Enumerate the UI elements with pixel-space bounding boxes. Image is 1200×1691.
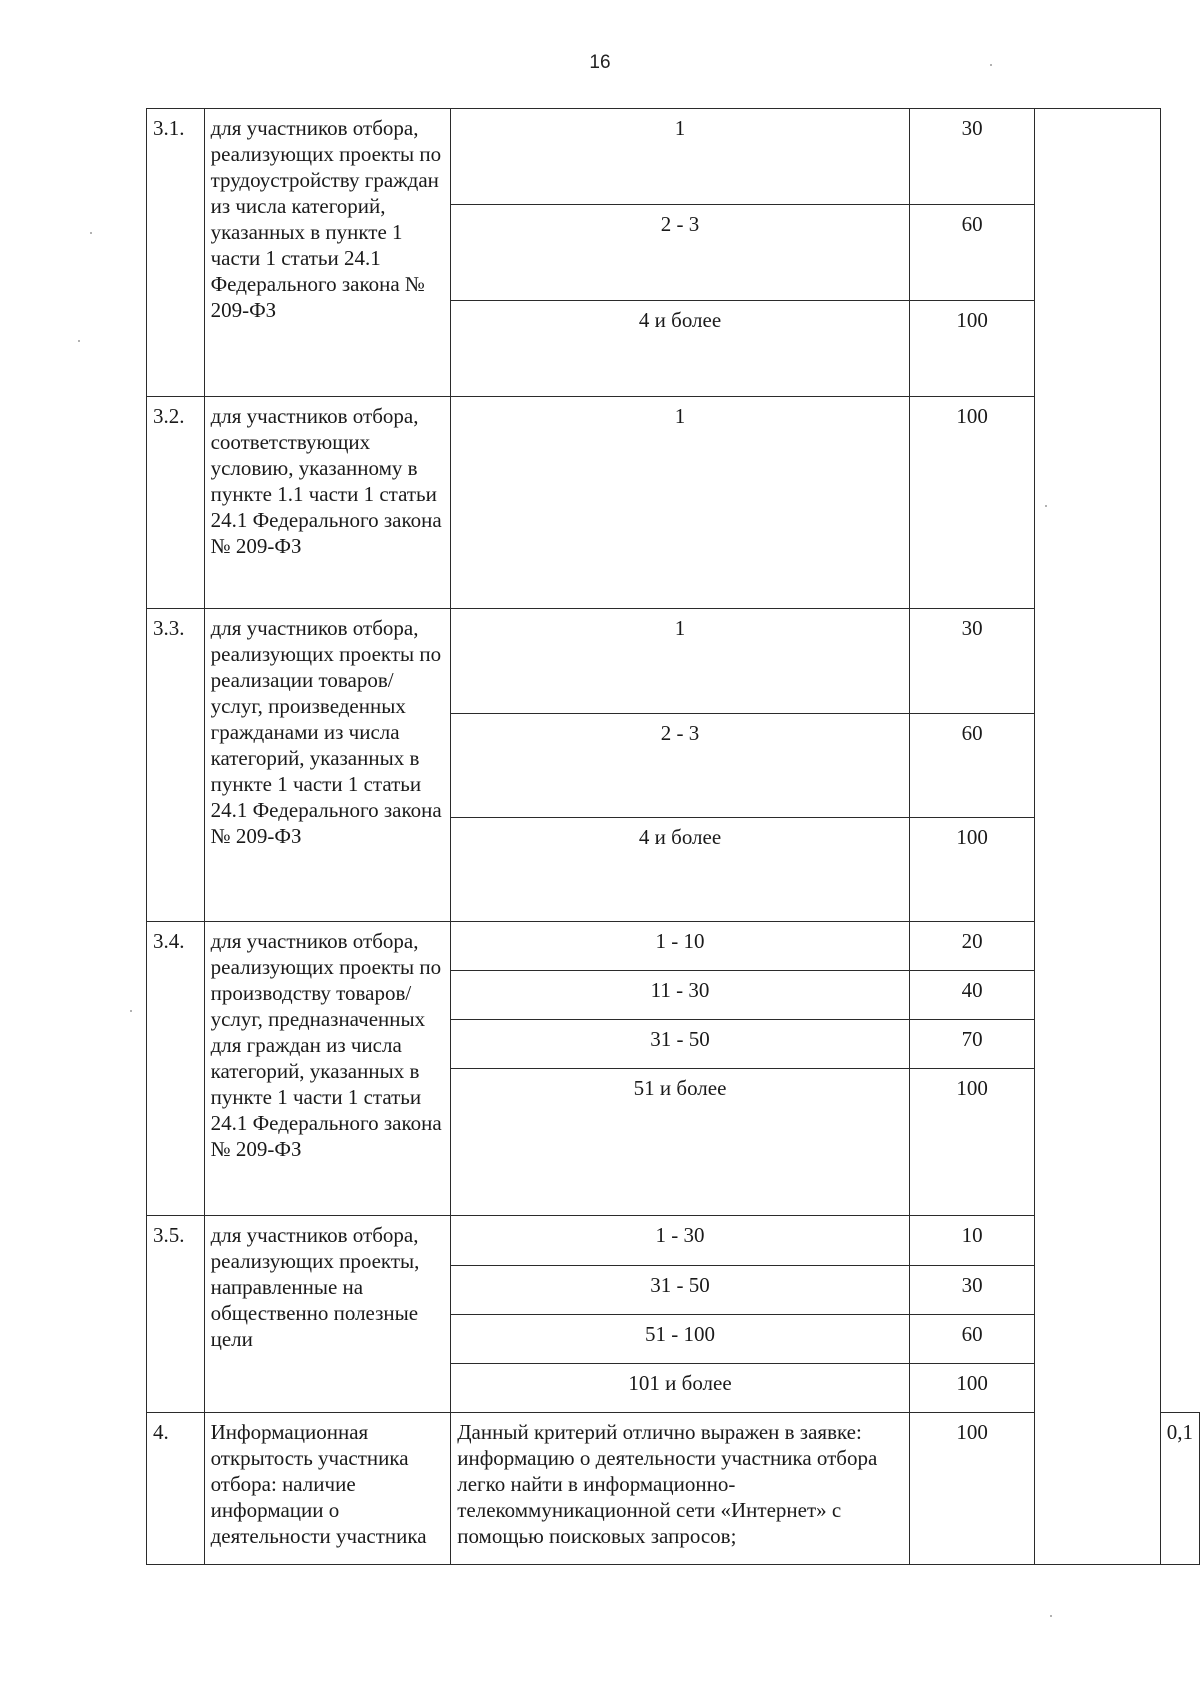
score-cell: 100: [909, 1069, 1034, 1216]
weight-cell-empty: [1035, 109, 1160, 1565]
range-cell: 2 - 3: [451, 714, 910, 818]
score-cell: 30: [909, 109, 1034, 205]
score-cell: 100: [909, 1413, 1034, 1565]
page-number: 16: [589, 52, 611, 73]
score-cell: 100: [909, 1364, 1034, 1413]
row-number: 3.5.: [147, 1216, 205, 1413]
score-cell: 40: [909, 971, 1034, 1020]
score-cell: 10: [909, 1216, 1034, 1266]
scan-speck: [990, 64, 992, 66]
range-cell: 1 - 10: [451, 922, 910, 971]
score-cell: 60: [909, 205, 1034, 301]
range-cell: 2 - 3: [451, 205, 910, 301]
criterion-description: для участников отбора, реализующих проекты по производству товаров/услуг, предназначенных для граждан из числа категорий, указанных в пункте 1 части 1 статьи 24.1 Федерального закона № 209-ФЗ: [204, 922, 451, 1216]
row-number: 3.3.: [147, 609, 205, 922]
range-cell: 4 и более: [451, 818, 910, 922]
table-row: [147, 109, 1200, 205]
weight-cell: 0,1: [1160, 1413, 1199, 1565]
range-cell: 31 - 50: [451, 1020, 910, 1069]
range-cell: 11 - 30: [451, 971, 910, 1020]
score-cell: 20: [909, 922, 1034, 971]
score-cell: 30: [909, 1266, 1034, 1315]
score-cell: 100: [909, 301, 1034, 397]
criteria-table: [146, 108, 1200, 1565]
row-number: 3.4.: [147, 922, 205, 1216]
score-cell: 60: [909, 714, 1034, 818]
score-cell: 70: [909, 1020, 1034, 1069]
criterion-description: для участников отбора, реализующих проекты по реализации товаров/услуг, произведенных гражданами из числа категорий, указанных в пункте 1 части 1 статьи 24.1 Федерального закона № 209-ФЗ: [204, 609, 451, 922]
range-cell: 4 и более: [451, 301, 910, 397]
scan-speck: [78, 340, 80, 342]
scan-speck: [1050, 1615, 1052, 1617]
score-cell: 100: [909, 397, 1034, 609]
row-number: 3.1.: [147, 109, 205, 397]
range-cell: 1: [451, 609, 910, 714]
criterion-description: для участников отбора, реализующих проекты, направленные на общественно полезные цели: [204, 1216, 451, 1413]
scan-speck: [1045, 505, 1047, 507]
score-cell: 30: [909, 609, 1034, 714]
criterion-description: Информационная открытость участника отбора: наличие информации о деятельности участника: [204, 1413, 451, 1565]
scan-speck: [130, 1010, 132, 1012]
range-cell: 51 и более: [451, 1069, 910, 1216]
score-cell: 60: [909, 1315, 1034, 1364]
range-cell: 1: [451, 109, 910, 205]
score-cell: 100: [909, 818, 1034, 922]
row-number: 3.2.: [147, 397, 205, 609]
scan-speck: [90, 232, 92, 234]
row-number: 4.: [147, 1413, 205, 1565]
range-cell: 1: [451, 397, 910, 609]
criterion-text: Данный критерий отлично выражен в заявке: информацию о деятельности участника отбора легко найти в информационно-телекоммуникационной сети «Интернет» с помощью поисковых запросов;: [451, 1413, 910, 1565]
range-cell: 31 - 50: [451, 1266, 910, 1315]
range-cell: 51 - 100: [451, 1315, 910, 1364]
range-cell: 1 - 30: [451, 1216, 910, 1266]
range-cell: 101 и более: [451, 1364, 910, 1413]
criterion-description: для участников отбора, соответствующих условию, указанному в пункте 1.1 части 1 статьи 24.1 Федерального закона № 209-ФЗ: [204, 397, 451, 609]
criterion-description: для участников отбора, реализующих проекты по трудоустройству граждан из числа категорий, указанных в пункте 1 части 1 статьи 24.1 Федерального закона № 209-ФЗ: [204, 109, 451, 397]
